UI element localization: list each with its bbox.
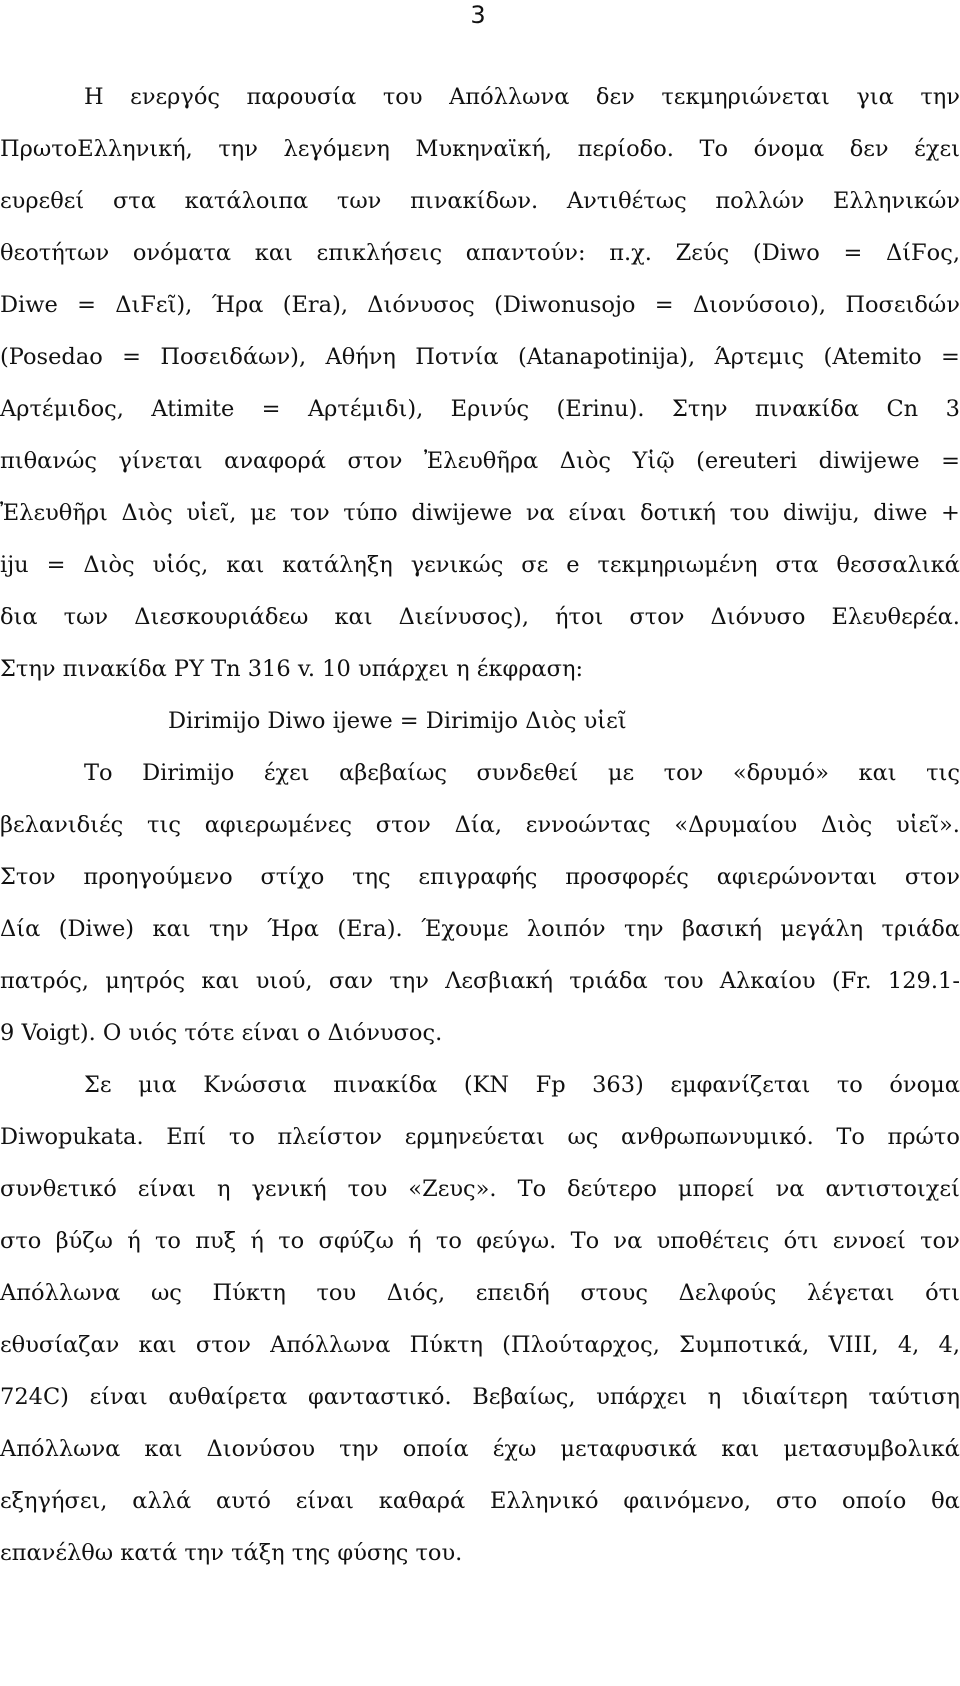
text-line: στο βύζω ή το πυξ ή το σφύζω ή το φεύγω. Το να υποθέτεις ότι εννοεί τον	[0, 1228, 960, 1254]
text-line: Απόλλωνα ως Πύκτη του Διός, επειδή στους Δελφούς λέγεται ότι	[0, 1280, 960, 1306]
text-line: Ἐλευθῆρι Διὸς υἱεῖ, με τον τύπο diwijewe να είναι δοτική του diwiju, diwe +	[0, 500, 960, 526]
text-line: βελανιδιές τις αφιερωμένες στον Δία, εννοώντας «Δρυμαίου Διὸς υἱεῖ».	[0, 812, 960, 838]
text-line: Η ενεργός παρουσία του Απόλλωνα δεν τεκμηριώνεται για την	[84, 84, 960, 110]
text-line: θεοτήτων ονόματα και επικλήσεις απαντούν: π.χ. Ζεύς (Diwo = ΔίϜος,	[0, 240, 960, 266]
text-line: iju = Διὸς υἱός, και κατάληξη γενικώς σε e τεκμηριωμένη στα θεσσαλικά	[0, 552, 960, 578]
text-line: εθυσίαζαν και στον Απόλλωνα Πύκτη (Πλούταρχος, Συμποτικά, VIII, 4, 4,	[0, 1332, 960, 1358]
page-number: 3	[470, 1, 486, 29]
text-line: Δία (Diwe) και την Ήρα (Era). Έχουμε λοιπόν την βασική μεγάλη τριάδα	[0, 916, 960, 942]
text-line: επανέλθω κατά την τάξη της φύσης του.	[0, 1540, 463, 1566]
text-line: Diwe = ΔιϜεῖ), Ήρα (Era), Διόνυσος (Diwonusojo = Διονύσοιο), Ποσειδών	[0, 292, 960, 318]
text-line: πατρός, μητρός και υιού, σαν την Λεσβιακή τριάδα του Αλκαίου (Fr. 129.1-	[0, 968, 960, 994]
text-line: ΠρωτοΕλληνική, την λεγόμενη Μυκηναϊκή, περίοδο. Το όνομα δεν έχει	[0, 136, 960, 162]
text-line: Στην πινακίδα PY Tn 316 v. 10 υπάρχει η έκφραση:	[0, 656, 584, 682]
text-line: 9 Voigt). Ο υιός τότε είναι ο Διόνυσος.	[0, 1020, 443, 1046]
text-line: Στον προηγούμενο στίχο της επιγραφής προσφορές αφιερώνονται στον	[0, 864, 960, 890]
text-line: 724C) είναι αυθαίρετα φανταστικό. Βεβαίως, υπάρχει η ιδιαίτερη ταύτιση	[0, 1384, 960, 1410]
text-line: Αρτέμιδος, Atimite = Αρτέμιδι), Ερινύς (Erinu). Στην πινακίδα Cn 3	[0, 396, 960, 422]
text-line: Απόλλωνα και Διονύσου την οποία έχω μεταφυσικά και μετασυμβολικά	[0, 1436, 960, 1462]
text-line: δια των Διεσκουριάδεω και Διείνυσος), ήτοι στον Διόνυσο Ελευθερέα.	[0, 604, 960, 630]
text-line: Diwopukata. Επί το πλείστον ερμηνεύεται ως ανθρωπωνυμικό. Το πρώτο	[0, 1124, 960, 1150]
text-line: συνθετικό είναι η γενική του «Ζευς». Το δεύτερο μπορεί να αντιστοιχεί	[0, 1176, 960, 1202]
text-line: Το Dirimijo έχει αβεβαίως συνδεθεί με τον «δρυμό» και τις	[84, 760, 960, 786]
text-line: πιθανώς γίνεται αναφορά στον Ἐλευθῆρα Διὸς Υἱῷ (ereuteri diwijewe =	[0, 448, 960, 474]
text-line: Σε μια Κνώσσια πινακίδα (KN Fp 363) εμφανίζεται το όνομα	[84, 1072, 960, 1098]
text-line: (Posedao = Ποσειδάων), Αθήνη Ποτνία (Atanapotinija), Άρτεμις (Atemito =	[0, 344, 960, 370]
text-line: ευρεθεί στα κατάλοιπα των πινακίδων. Αντιθέτως πολλών Ελληνικών	[0, 188, 960, 214]
formula-line: Dirimijo Diwo ijewe = Dirimijo Διὸς υἱεῖ	[168, 708, 627, 734]
text-line: εξηγήσει, αλλά αυτό είναι καθαρά Ελληνικό φαινόμενο, στο οποίο θα	[0, 1488, 960, 1514]
